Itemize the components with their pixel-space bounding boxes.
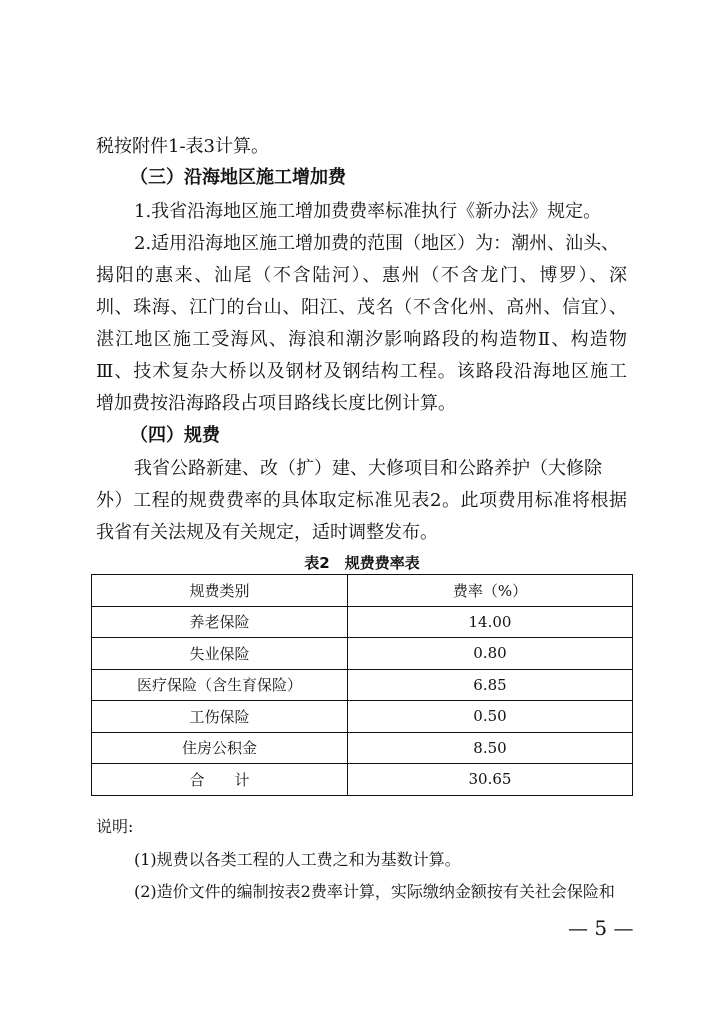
paragraph-fees-line: 外）工程的规费费率的具体取定标准见表2。此项费用标准将根据 (96, 490, 627, 511)
table-row (92, 606, 633, 638)
paragraph-coastal-2-line: 增加费按沿海路段占项目路线长度比例计算。 (96, 393, 456, 414)
fee-category-cell: 住房公积金 (92, 732, 348, 764)
paragraph-coastal-2-line: Ⅲ、技术复杂大桥以及钢材及钢结构工程。该路段沿海地区施工 (96, 361, 627, 382)
paragraph-fees-line: 我省公路新建、改（扩）建、大修项目和公路养护（大修除 (134, 458, 602, 479)
table-caption: 表2 规费费率表 (304, 554, 420, 572)
section-heading-coastal: （三）沿海地区施工增加费 (130, 167, 346, 188)
notes-label: 说明: (96, 817, 134, 836)
table-row (92, 732, 633, 764)
fee-rate-cell: 14.00 (348, 606, 633, 638)
total-rate-cell: 30.65 (348, 764, 633, 796)
fee-rate-cell: 8.50 (348, 732, 633, 764)
table-total-row (92, 764, 633, 796)
page-number: — 5 — (568, 916, 634, 940)
paragraph-coastal-2-line: 揭阳的惠来、汕尾（不含陆河）、惠州（不含龙门、博罗）、深 (96, 265, 627, 286)
fee-rate-cell: 0.50 (348, 701, 633, 733)
paragraph-coastal-1: 1.我省沿海地区施工增加费费率标准执行《新办法》规定。 (134, 201, 602, 222)
fee-category-cell: 失业保险 (92, 638, 348, 670)
fee-category-cell: 工伤保险 (92, 701, 348, 733)
paragraph-coastal-2-line: 圳、珠海、江门的台山、阳江、茂名（不含化州、高州、信宜）、 (96, 297, 627, 318)
column-header-rate: 费率（%） (348, 575, 633, 607)
paragraph-coastal-2-line: 2.适用沿海地区施工增加费的范围（地区）为：潮州、汕头、 (134, 233, 620, 254)
total-label-cell: 合 计 (92, 764, 348, 796)
table-row (92, 701, 633, 733)
column-header-category: 规费类别 (92, 575, 348, 607)
table-row (92, 638, 633, 670)
note-item: (1)规费以各类工程的人工费之和为基数计算。 (134, 850, 461, 869)
fee-rate-cell: 0.80 (348, 638, 633, 670)
paragraph-fees-line: 我省有关法规及有关规定，适时调整发布。 (96, 522, 438, 543)
continued-text-line: 税按附件1-表3计算。 (96, 136, 269, 157)
fee-rate-cell: 6.85 (348, 669, 633, 701)
table-row (92, 669, 633, 701)
section-heading-fees: （四）规费 (130, 425, 220, 446)
fee-category-cell: 医疗保险（含生育保险） (92, 669, 348, 701)
paragraph-coastal-2-line: 湛江地区施工受海风、海浪和潮汐影响路段的构造物Ⅱ、构造物 (96, 329, 627, 350)
note-item: (2)造价文件的编制按表2费率计算，实际缴纳金额按有关社会保险和 (134, 882, 615, 901)
fee-category-cell: 养老保险 (92, 606, 348, 638)
fee-rate-table (91, 574, 633, 796)
table-header-row (92, 575, 633, 607)
